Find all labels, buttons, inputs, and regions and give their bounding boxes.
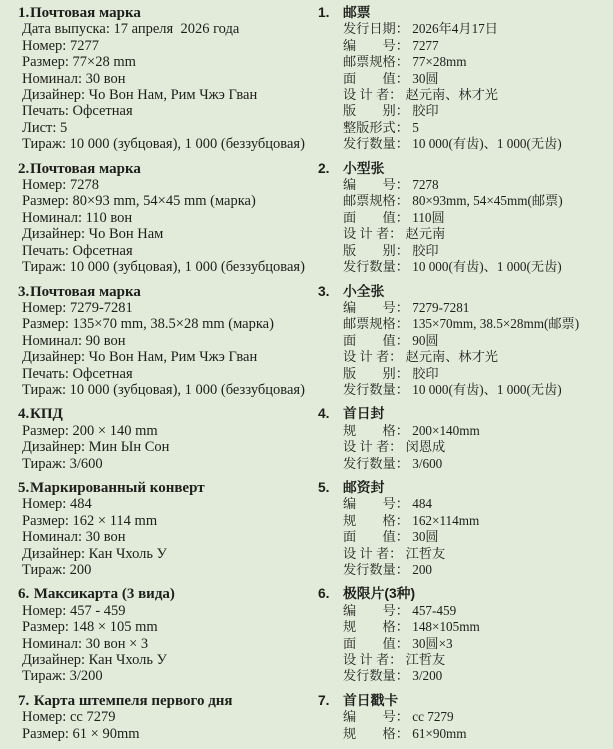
detail-line: 设 计 者： 江哲友	[343, 652, 446, 668]
chinese-column	[318, 5, 610, 742]
detail-line: 面 值： 90圆	[343, 332, 439, 348]
detail-line: 版 别： 胶印	[343, 242, 439, 258]
section-heading	[318, 284, 610, 300]
detail-line: 规 格： 148×105mm	[343, 619, 480, 635]
section-heading	[318, 586, 610, 602]
detail-line: 编 号： 7278	[343, 177, 439, 193]
section-number: 5.	[18, 479, 30, 496]
detail-line: Номер: 484	[22, 496, 92, 513]
section-number: 4.	[18, 406, 30, 423]
section-heading	[318, 480, 610, 496]
detail-line: Размер: 80×93 mm, 54×45 mm (марка)	[22, 193, 256, 210]
detail-line: Тираж: 10 000 (зубцовая), 1 000 (беззубцовая)	[22, 381, 305, 398]
catalog-section	[18, 693, 316, 742]
detail-line: Дизайнер: Кан Чхоль У	[22, 652, 167, 669]
detail-line: Дизайнер: Чо Вон Нам	[22, 226, 164, 243]
detail-line: 邮票规格： 77×28mm	[343, 54, 467, 70]
detail-line: 编 号： 7279-7281	[343, 299, 470, 315]
section-title: 极限片(3种)	[343, 586, 416, 602]
detail-line: Печать: Офсетная	[22, 365, 133, 382]
detail-line: 发行日期： 2026年4月17日	[343, 21, 498, 37]
detail-line: 发行数量： 3/600	[343, 455, 443, 471]
section-heading	[18, 5, 316, 21]
detail-line: Тираж: 3/200	[22, 668, 103, 685]
detail-line: 发行数量： 10 000(有齿)、1 000(无齿)	[343, 136, 562, 152]
section-number: 3.	[318, 283, 330, 299]
catalog-section	[18, 480, 316, 578]
detail-line: Номинал: 30 вон	[22, 529, 126, 546]
detail-line: 面 值： 30圆×3	[343, 635, 453, 651]
section-heading	[318, 5, 610, 21]
section-heading	[318, 406, 610, 422]
detail-line: Размер: 200 × 140 mm	[22, 422, 158, 439]
detail-line: Дизайнер: Чо Вон Нам, Рим Чжэ Гван	[22, 349, 258, 366]
section-heading	[18, 480, 316, 496]
section-number: 5.	[318, 479, 330, 495]
detail-line: Тираж: 10 000 (зубцовая), 1 000 (беззубцовая)	[22, 259, 305, 276]
catalog-section	[318, 480, 610, 578]
section-heading	[318, 161, 610, 177]
detail-line: Тираж: 3/600	[22, 455, 103, 472]
detail-line: Дизайнер: Мин Ын Сон	[22, 439, 170, 456]
detail-line: 编 号： 7277	[343, 37, 439, 53]
detail-line: 发行数量： 200	[343, 562, 433, 577]
detail-line: Дизайнер: Чо Вон Нам, Рим Чжэ Гван	[22, 87, 258, 104]
section-number: 1.	[18, 5, 30, 21]
section-title: КПД	[30, 406, 63, 423]
catalog-section	[18, 284, 316, 399]
catalog-section	[318, 693, 610, 742]
detail-line: 设 计 者： 江哲友	[343, 545, 446, 561]
section-heading	[318, 693, 610, 709]
detail-line: Дата выпуска: 17 апреля 2026 года	[22, 21, 240, 38]
catalog-section	[318, 5, 610, 153]
section-number: 1.	[318, 5, 330, 20]
detail-line: Номер: 457 - 459	[22, 602, 126, 619]
detail-line: Дизайнер: Кан Чхоль У	[22, 545, 167, 562]
detail-line: 编 号： 457-459	[343, 602, 457, 618]
section-number: 6.	[318, 586, 330, 602]
section-title: 邮资封	[343, 479, 385, 495]
section-title: Почтовая марка	[30, 5, 141, 21]
detail-line: 发行数量： 3/200	[343, 668, 443, 684]
detail-line: 版 别： 胶印	[343, 365, 439, 381]
detail-line: 设 计 者： 赵元南、林才光	[343, 349, 498, 365]
detail-line: Размер: 61 × 90mm	[22, 725, 140, 742]
catalog-section	[18, 5, 316, 153]
detail-line: 规 格： 200×140mm	[343, 422, 480, 438]
section-heading	[18, 406, 316, 422]
detail-line: 规 格： 61×90mm	[343, 725, 467, 741]
detail-line: Размер: 77×28 mm	[22, 54, 136, 71]
detail-line: Номер: cc 7279	[22, 709, 116, 726]
detail-line: 设 计 者： 赵元南、林才光	[343, 87, 498, 103]
section-heading	[18, 693, 316, 709]
detail-line: 发行数量： 10 000(有齿)、1 000(无齿)	[343, 259, 562, 275]
detail-line: 发行数量： 10 000(有齿)、1 000(无齿)	[343, 381, 562, 397]
detail-line: Номер: 7279-7281	[22, 299, 133, 316]
detail-line: Размер: 135×70 mm, 38.5×28 mm (марка)	[22, 316, 274, 333]
section-number: 7.	[18, 692, 30, 709]
detail-line: 编 号： 484	[343, 496, 433, 512]
section-number: 4.	[318, 406, 330, 422]
section-heading	[18, 284, 316, 300]
section-title: 邮票	[343, 5, 371, 20]
russian-column	[18, 5, 316, 742]
catalog-section	[318, 284, 610, 399]
catalog-section	[318, 161, 610, 276]
section-heading	[18, 586, 316, 602]
section-title: Карта штемпеля первого дня	[30, 692, 233, 709]
section-heading	[18, 161, 316, 177]
detail-line: 面 值： 110圆	[343, 209, 445, 225]
section-number: 6.	[18, 586, 30, 603]
section-number: 2.	[318, 160, 330, 176]
catalog-section	[18, 586, 316, 684]
detail-line: 整版形式： 5	[343, 119, 419, 135]
section-title: Максикарта (3 вида)	[30, 586, 175, 603]
section-number: 2.	[18, 160, 30, 177]
section-number: 7.	[318, 692, 330, 708]
section-title: 小全张	[343, 283, 385, 299]
detail-line: Номер: 7277	[22, 37, 99, 54]
section-title: 小型张	[343, 160, 385, 176]
detail-line: Печать: Офсетная	[22, 242, 133, 259]
detail-line: Тираж: 200	[22, 562, 92, 578]
detail-line: Размер: 162 × 114 mm	[22, 512, 158, 529]
detail-line: 面 值： 30圆	[343, 529, 439, 545]
detail-line: Номинал: 90 вон	[22, 332, 126, 349]
detail-line: 邮票规格： 135×70mm, 38.5×28mm(邮票)	[343, 316, 580, 332]
detail-line: 面 值： 30圆	[343, 70, 439, 86]
detail-line: 规 格： 162×114mm	[343, 512, 480, 528]
detail-line: Номер: 7278	[22, 177, 99, 194]
catalog-section	[18, 406, 316, 472]
catalog-section	[18, 161, 316, 276]
detail-line: Печать: Офсетная	[22, 103, 133, 120]
section-title: 首日封	[343, 406, 385, 422]
detail-line: 版 别： 胶印	[343, 103, 439, 119]
catalog-section	[318, 586, 610, 684]
detail-line: 设 计 者： 闵恩成	[343, 439, 446, 455]
detail-line: Номинал: 110 вон	[22, 209, 133, 226]
detail-line: Лист: 5	[22, 119, 68, 136]
section-number: 3.	[18, 283, 30, 300]
detail-line: Тираж: 10 000 (зубцовая), 1 000 (беззубцовая)	[22, 136, 305, 153]
section-title: Почтовая марка	[30, 283, 141, 300]
detail-line: Номинал: 30 вон	[22, 70, 126, 87]
section-title: Маркированный конверт	[30, 479, 205, 496]
detail-line: 邮票规格： 80×93mm, 54×45mm(邮票)	[343, 193, 563, 209]
detail-line: 设 计 者： 赵元南	[343, 226, 446, 242]
detail-line: 编 号： cc 7279	[343, 709, 454, 725]
section-title: 首日戳卡	[343, 692, 399, 708]
catalog-section	[318, 406, 610, 472]
detail-line: Размер: 148 × 105 mm	[22, 619, 158, 636]
section-title: Почтовая марка	[30, 160, 141, 177]
detail-line: Номинал: 30 вон × 3	[22, 635, 149, 652]
